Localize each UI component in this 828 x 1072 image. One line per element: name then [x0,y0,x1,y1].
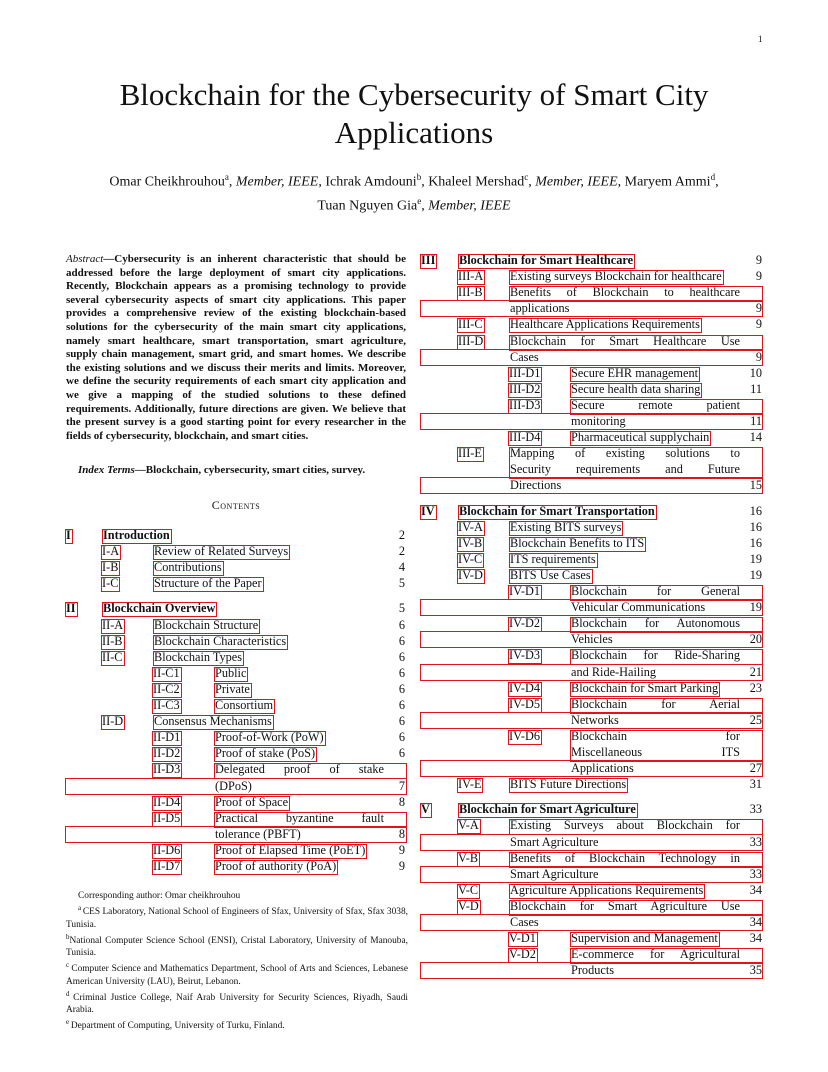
toc-title-link-box [570,367,700,382]
toc-entry-number[interactable]: III-E [458,446,482,461]
toc-entry-number[interactable]: IV-D1 [509,584,540,598]
toc-entry-title[interactable]: Blockchain for Smart Parking [571,680,719,695]
author-role: Member, IEEE [535,174,618,190]
toc-title-link-box [458,803,638,818]
toc-entry-number[interactable]: II-D2 [153,746,181,761]
toc-title-link-box [153,577,264,592]
toc-entry-number[interactable]: II-B [102,633,123,648]
toc-number-link-box [65,602,78,617]
toc-title-link-box [509,270,724,285]
toc-title-link-box [214,860,338,875]
toc-entry-number[interactable]: II-C3 [153,698,180,712]
toc-page-number: 2 [398,544,405,559]
toc-entry-title[interactable]: Agriculture Applications Requirements [510,882,704,897]
toc-number-link-box [457,537,484,552]
toc-page-number: 6 [398,698,405,712]
toc-entry-title[interactable]: Miscellaneous ITS [571,745,740,759]
toc-title-link-box [214,796,290,811]
toc-page-number: 16 [749,519,762,534]
toc-entry-number[interactable]: IV-E [458,777,482,792]
toc-entry-title[interactable]: Blockchain Benefits to ITS [510,535,645,550]
footnote-a: $^a$ CES Laboratory, National School of Engineers of Sfax, University of Sfax, Sfax 3038, Tunisia. [66,904,409,930]
toc-entry-number[interactable]: II-D1 [153,730,181,745]
toc-page-number: 19 [749,600,762,615]
toc-entry-title[interactable]: Proof-of-Work (PoW) [215,730,324,745]
toc-number-link-box [457,318,485,333]
toc-entry-title[interactable]: Blockchain for Smart Healthcare [459,253,634,267]
toc-number-link-box [457,900,481,915]
toc-entry-number[interactable]: IV-D6 [509,728,540,743]
toc-number-link-box [152,683,182,698]
toc-page-number: 33 [749,834,762,849]
toc-entry-title[interactable]: Blockchain for General [571,584,740,598]
toc-page-number: 11 [750,381,762,396]
toc-page-number: 34 [749,931,762,946]
toc-entry-number[interactable]: II [66,601,76,616]
toc-entry-title[interactable]: tolerance (PBFT) [215,826,301,841]
toc-entry-title[interactable]: Public [215,665,247,680]
paper-title [40,76,788,152]
toc-number-link-box [457,819,481,834]
toc-entry-title[interactable]: BITS Future Directions [510,777,627,792]
toc-title-link-box [570,383,702,398]
toc-entry-title[interactable]: Blockchain for Ride-Sharing [571,648,740,663]
toc-entry-title[interactable]: Cases [510,349,539,364]
toc-number-link-box [457,447,484,462]
toc-title-link-box [509,521,623,536]
toc-page-number: 15 [749,478,762,493]
toc-entry-number[interactable]: V-D [458,898,479,913]
toc-page-number: 6 [398,681,405,696]
toc-entry-title[interactable]: Vehicles [571,632,613,647]
toc-entry-title[interactable]: monitoring [571,414,626,428]
toc-number-link-box [508,948,538,963]
toc-title-link-box [509,537,646,552]
toc-page-number: 10 [749,365,762,380]
toc-entry-number[interactable]: IV-D3 [509,648,540,663]
toc-entry-number[interactable]: IV-C [458,551,483,566]
toc-number-link-box [420,505,437,520]
toc-entry-title[interactable]: Existing BITS surveys [510,519,622,534]
toc-title-link-box [570,932,720,947]
toc-entry-number[interactable]: II-D6 [153,842,181,857]
toc-number-link-box [508,698,542,713]
toc-number-link-box [152,844,182,859]
toc-title-link-box [102,529,172,544]
toc-entry-number[interactable]: IV-D5 [509,696,540,711]
abstract-label: Abstract [66,253,104,265]
toc-page-number: 6 [398,665,405,680]
toc-title-link-box-wrap [420,914,763,931]
toc-entry-number[interactable]: V-D2 [509,947,536,962]
toc-title-link-box [153,561,224,576]
toc-title-link-box-wrap [420,631,763,648]
toc-page-number: 9 [755,253,762,267]
toc-title-link-box-wrap [420,712,763,729]
toc-page-number: 20 [749,632,762,647]
toc-entry-number[interactable]: IV [421,503,435,518]
toc-page-number: 6 [398,649,405,664]
toc-number-link-box [457,852,480,867]
abstract [66,253,406,443]
toc-entry-title[interactable]: Smart Agriculture [510,834,599,849]
toc-title-link-box [214,667,248,682]
toc-number-link-box [508,431,542,446]
author-name: Maryem Ammi [624,174,711,190]
toc-title-link-box [458,505,657,520]
toc-page-number: 21 [749,664,762,679]
footnote-b: $^b$National Computer Science School (ENSI), Cristal Laboratory, University of Manouba, Tunisia. [66,932,408,959]
toc-page-number: 9 [755,317,762,332]
toc-entry-title[interactable]: Networks [571,712,619,727]
toc-entry-title[interactable]: Practical byzantine fault [215,810,384,825]
toc-entry-title[interactable]: applications [510,301,570,316]
toc-page-number: 4 [398,560,405,575]
toc-title-link-box [153,545,290,560]
toc-entry-title[interactable]: BITS Use Cases [510,567,591,582]
toc-entry-number[interactable]: II-D7 [153,859,181,873]
toc-number-link-box [65,529,73,544]
toc-entry-title[interactable]: Proof of stake (PoS) [215,746,316,761]
toc-page-number: 5 [398,601,405,616]
toc-entry-number[interactable]: II-A [102,617,124,632]
toc-title-link-box-wrap [420,962,763,979]
toc-entry-number[interactable]: II-D5 [153,810,181,825]
toc-title-link-box [214,844,367,859]
toc-entry-title[interactable]: Healthcare Applications Requirements [510,317,700,332]
toc-number-link-box [457,569,485,584]
toc-entry-title[interactable]: Private [215,681,250,696]
toc-entry-title[interactable]: (DPoS) [215,778,252,793]
toc-entry-number[interactable]: II-C2 [153,681,180,696]
toc-page-number: 34 [749,915,762,929]
toc-entry-number[interactable]: IV-B [458,535,483,550]
toc-entry-number[interactable]: II-D4 [153,794,181,809]
toc-number-link-box [101,561,120,576]
toc-entry-title[interactable]: Blockchain Overview [103,601,216,616]
toc-entry-title[interactable]: Benefits of Blockchain Technology in [510,850,740,865]
toc-entry-title[interactable]: Existing surveys Blockchain for healthcare [510,269,722,284]
toc-page-number: 31 [749,777,762,792]
toc-number-link-box [508,383,542,398]
author-affiliation-mark: c [524,172,529,182]
toc-entry-number[interactable]: III-D1 [509,365,541,380]
toc-entry-number[interactable]: V-C [458,882,479,897]
title-line-1: Blockchain for the Cybersecurity of Smart City [119,77,709,112]
toc-entry-number[interactable]: III-D [458,333,484,348]
toc-entry-title[interactable]: and Ride-Hailing [571,664,657,679]
toc-entry-title[interactable]: Proof of authority (PoA) [215,859,337,873]
toc-title-link-box [153,619,260,634]
toc-title-link-box [102,602,217,617]
toc-title-link-box [214,683,252,698]
toc-entry-number[interactable]: V-A [458,818,479,833]
toc-number-link-box [457,270,485,285]
contents-heading: Contents [211,498,261,512]
toc-entry-number[interactable]: III-C [458,317,483,332]
toc-title-link-box-wrap [420,349,763,366]
footnote-e: $^e$ Department of Computing, University of Turku, Finland. [66,1018,285,1032]
toc-page-number: 8 [398,826,405,841]
toc-number-link-box [101,619,125,634]
toc-number-link-box [101,577,120,592]
toc-title-link-box [509,778,628,793]
toc-entry-number[interactable]: V-D1 [509,931,536,946]
author-affiliation-mark: d [710,172,716,182]
toc-page-number: 19 [749,551,762,566]
toc-page-number: 9 [755,301,762,316]
toc-number-link-box [152,860,182,875]
toc-entry-title[interactable]: Supervision and Management [571,931,718,946]
toc-page-number: 7 [398,778,405,793]
toc-entry-title[interactable]: Blockchain Types [154,649,243,664]
toc-entry-title[interactable]: Blockchain for Smart Agriculture [459,802,636,817]
toc-entry-title[interactable]: Blockchain for Smart Healthcare Use [510,333,740,348]
toc-number-link-box [457,884,480,899]
toc-title-link-box-wrap [420,599,763,616]
toc-page-number: 33 [749,866,762,881]
toc-title-link-box [214,699,275,714]
toc-page-number: 5 [398,576,405,591]
toc-title-link-box-wrap [420,300,763,317]
toc-page-number: 23 [749,680,762,695]
toc-page-number: 2 [398,528,405,542]
toc-page-number: 16 [749,503,762,518]
toc-number-link-box [152,699,182,714]
toc-entry-number[interactable]: V-B [458,850,479,865]
toc-number-link-box [420,803,432,818]
toc-page-number: 25 [749,712,762,727]
toc-entry-title[interactable]: Blockchain for Smart Agriculture Use [510,898,740,913]
toc-entry-title[interactable]: Contributions [154,560,222,575]
toc-number-link-box [152,812,182,827]
toc-number-link-box [420,254,437,269]
toc-entry-title[interactable]: Secure EHR management [571,365,699,380]
toc-entry-title[interactable]: Secure health data sharing [571,381,701,396]
toc-title-link-box-wrap [420,834,763,851]
toc-entry-number[interactable]: V [421,802,430,817]
toc-entry-number[interactable]: IV-D [458,567,483,582]
toc-number-link-box [508,932,538,947]
toc-entry-title[interactable]: ITS requirements [510,551,596,566]
toc-number-link-box [457,286,485,301]
toc-page-number: 9 [398,842,405,857]
author-name: Omar Cheikhrouhou [109,174,225,190]
title-line-2: Applications [334,115,494,150]
toc-entry-title[interactable]: Vehicular Communications [571,600,706,615]
toc-title-link-box [509,569,593,584]
toc-title-link-box-wrap [420,477,763,494]
toc-page-number: 34 [749,882,762,897]
toc-page-number: 6 [398,746,405,761]
toc-number-link-box [457,521,485,536]
toc-entry-number[interactable]: III-B [458,285,483,300]
toc-number-link-box [101,635,125,650]
toc-entry-number[interactable]: II-C1 [153,665,180,680]
toc-entry-number[interactable]: II-D [102,714,124,729]
toc-entry-title[interactable]: Delegated proof of stake [215,762,384,777]
toc-title-link-box-wrap [65,778,407,795]
toc-number-link-box [508,399,542,414]
toc-number-link-box [101,545,121,560]
toc-entry-number[interactable]: I-C [102,576,119,591]
toc-entry-number[interactable]: I [66,528,71,542]
toc-entry-title[interactable]: Consensus Mechanisms [154,714,272,729]
toc-number-link-box [508,585,542,600]
index-terms [66,463,406,477]
footnote-corresponding: Corresponding author: Omar cheikhrouhou [78,891,241,901]
toc-page-number: 6 [398,714,405,729]
toc-number-link-box [101,715,125,730]
author-affiliation-mark: b [416,172,422,182]
toc-title-link-box-wrap [420,664,763,681]
toc-number-link-box [152,763,182,778]
toc-page-number: 6 [398,730,405,745]
toc-page-number: 35 [749,963,762,978]
index-terms-text: —Blockchain, cybersecurity, smart cities, survey. [134,464,366,476]
toc-entry-title[interactable]: Review of Related Surveys [154,544,289,559]
toc-entry-title[interactable]: Introduction [103,528,170,542]
toc-entry-number[interactable]: III-D4 [509,430,541,445]
toc-entry-title[interactable]: Structure of the Paper [154,576,262,591]
toc-title-link-box [509,447,763,479]
toc-number-link-box [152,731,182,746]
footnotes [66,890,408,1033]
toc-number-link-box [457,335,485,350]
toc-title-link-box [153,651,244,666]
toc-number-link-box [508,682,542,697]
toc-entry-title[interactable]: Products [571,963,615,978]
toc-entry-title[interactable]: Cases [510,915,539,929]
toc-number-link-box [508,367,542,382]
toc-number-link-box [101,651,125,666]
toc-entry-number[interactable]: II-C [102,649,123,664]
toc-entry-title[interactable]: Blockchain for [571,728,740,743]
toc-entry-title[interactable]: Smart Agriculture [510,866,599,881]
toc-entry-title[interactable]: Directions [510,478,562,493]
toc-entry-title[interactable]: Proof of Elapsed Time (PoET) [215,842,366,857]
toc-entry-title[interactable]: Mapping of existing solutions to [510,446,740,461]
toc-number-link-box [508,649,542,664]
toc-entry-number[interactable]: I-B [102,560,119,575]
toc-title-link-box [153,715,274,730]
author-role: Member, IEEE [428,198,511,214]
toc-title-link-box [214,731,326,746]
toc-page-number: 14 [749,430,762,445]
toc-entry-title[interactable]: E-commerce for Agricultural [571,947,740,962]
toc-entry-number[interactable]: IV-D4 [509,680,540,695]
author-affiliation-mark: e [417,195,422,206]
toc-page-number: 9 [755,269,762,284]
footnote-c: $^c$ Computer Science and Mathematics Department, School of Arts and Sciences, Lebanese American University (LAU), Beirut, Lebanon. [66,961,408,987]
page-number: 1 [758,34,763,44]
toc-entry-number[interactable]: IV-D2 [509,616,540,631]
toc-entry-number[interactable]: II-D3 [153,762,181,777]
author-affiliation-mark: a [224,172,229,182]
toc-entry-title[interactable]: Secure remote patient [571,397,740,412]
toc-title-link-box [214,747,317,762]
toc-entry-number[interactable]: IV-A [458,519,483,534]
toc-entry-title[interactable]: Blockchain Characteristics [154,633,287,648]
toc-number-link-box [457,778,483,793]
toc-entry-title[interactable]: Blockchain for Smart Transportation [459,503,655,518]
footnote-d: $^d$ Criminal Justice College, Naif Arab University for Security Sciences, Riyadh, Saudi Arabia. [66,989,409,1016]
toc-number-link-box [152,796,182,811]
abstract-text: —Cybersecurity is an inherent characteristic that should be addressed before the large deployment of smart city applications. Recently, Blockchain appears as a promising technology to provide several cybersecurity aspects of smart city applications. This paper provides a comprehensive review of the existing blockchain-based solutions for the cybersecurity of the main smart city applications, namely smart healthcare, smart transportation, smart agriculture, supply chain management, smart grid, and smart homes. We describe the existing solutions and we discuss their merits and limits. Moreover, we define the security requirements of each smart city application and we give a mapping of the studied solutions to these defined requirements. Additionally, future directions are given. We believe that the present survey is a good starting point for every researcher in the fields of cybersecurity, blockchain, and smart cities. [66,253,406,442]
toc-page-number: 6 [398,633,405,648]
toc-title-link-box [509,553,598,568]
toc-entry-title[interactable]: Pharmaceutical supplychain [571,430,710,445]
toc-page-number: 27 [749,761,762,776]
toc-number-link-box [508,730,542,745]
author-role: Member, IEEE [235,174,319,190]
toc-page-number: 9 [398,859,405,873]
toc-title-link-box [509,884,705,899]
toc-entry-title[interactable]: Proof of Space [215,794,289,809]
toc-title-link-box-wrap [420,760,763,777]
toc-entry-number[interactable]: III-D2 [509,381,541,396]
toc-title-link-box [153,635,288,650]
author-list: Omar Cheikhrouhou$^a$, Member, IEEE, Ichrak Amdouni$^b$, Khaleel Mershad$^c$, Member, IEEE, Maryem Ammi$^d$, Tuan Nguyen Gia$^e$, Member, IEEE [109,172,719,214]
toc-entry-title[interactable]: Benefits of Blockchain to healthcare [510,285,740,300]
toc-entry-title[interactable]: Blockchain for Autonomous [571,616,740,631]
toc-page-number: 9 [755,349,762,364]
toc-page-number: 8 [398,794,405,809]
toc-page-number: 33 [749,802,762,817]
toc-entry-title[interactable]: Security requirements and Future [510,462,740,477]
toc-number-link-box [152,667,182,682]
toc-title-link-box [570,431,711,446]
toc-entry-number[interactable]: III-D3 [509,397,541,412]
toc-page-number: 6 [398,617,405,632]
toc-page-number: 16 [749,535,762,550]
toc-entry-number[interactable]: I-A [102,544,120,559]
toc-title-link-box-wrap [65,826,407,843]
author-name: Ichrak Amdouni [325,174,417,190]
toc-entry-number[interactable]: III-A [458,269,484,284]
toc-entry-title[interactable]: Consortium [215,698,274,712]
toc-entry-title[interactable]: Existing Surveys about Blockchain for [510,818,740,833]
toc-title-link-box [570,682,720,697]
toc-title-link-box [458,254,635,269]
toc-number-link-box [457,553,484,568]
author-name: Tuan Nguyen Gia [317,198,418,214]
toc-entry-title[interactable]: Blockchain Structure [154,617,259,632]
toc-number-link-box [152,747,182,762]
toc-number-link-box [508,617,542,632]
toc-entry-title[interactable]: Applications [571,761,634,776]
toc-title-link-box [509,318,702,333]
toc-title-link-box [570,730,763,762]
toc-page-number: 11 [750,414,762,428]
index-terms-label: Index Terms [78,464,135,476]
toc-entry-number[interactable]: III [421,253,436,267]
toc-title-link-box-wrap [420,413,763,430]
toc-title-link-box-wrap [420,866,763,883]
toc-entry-title[interactable]: Blockchain for Aerial [571,696,740,711]
author-name: Khaleel Mershad [428,174,525,190]
toc-page-number: 19 [749,567,762,582]
